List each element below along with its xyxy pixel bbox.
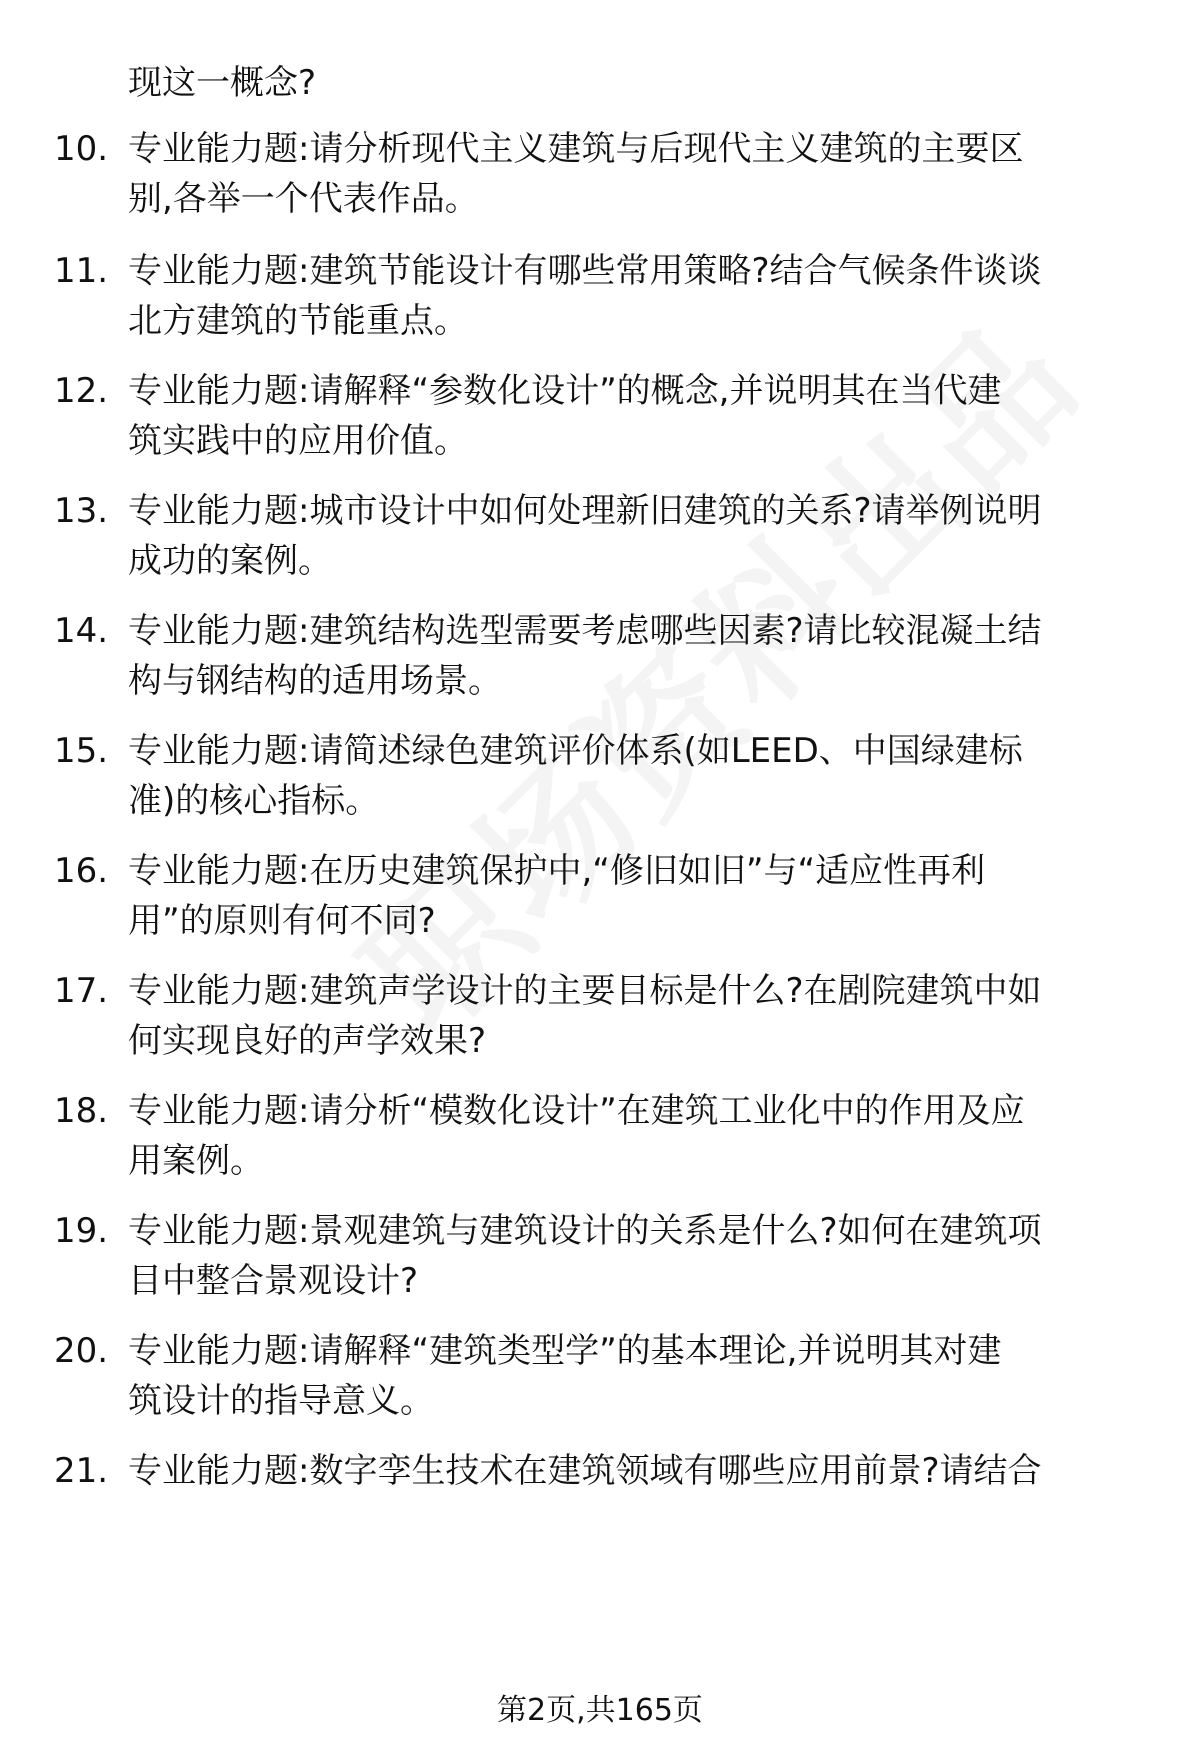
question-item xyxy=(0,366,1200,466)
question-text-line: 专业能力题:请解释“建筑类型学”的基本理论,并说明其对建 xyxy=(128,1331,1002,1371)
question-text-line: 专业能力题:请分析“模数化设计”在建筑工业化中的作用及应 xyxy=(128,1091,1025,1131)
question-text-line: 别,各举一个代表作品。 xyxy=(128,179,479,219)
question-text-line: 专业能力题:城市设计中如何处理新旧建筑的关系?请举例说明 xyxy=(128,491,1042,531)
question-number: 18. xyxy=(54,1091,109,1131)
question-text-line: 专业能力题:建筑结构选型需要考虑哪些因素?请比较混凝土结 xyxy=(128,611,1042,651)
question-text-line: 用”的原则有何不同? xyxy=(128,901,436,941)
question-number: 13. xyxy=(54,491,109,531)
question-number: 19. xyxy=(54,1211,109,1251)
question-item xyxy=(0,486,1200,586)
question-text-line: 构与钢结构的适用场景。 xyxy=(128,661,502,701)
question-number: 15. xyxy=(54,731,109,771)
question-number: 12. xyxy=(54,371,109,411)
page-number-footer: 第2页,共165页 xyxy=(497,1693,703,1728)
continued-question-text: 现这一概念? xyxy=(128,63,317,103)
question-item xyxy=(0,1446,1200,1546)
question-text-line: 目中整合景观设计? xyxy=(128,1261,419,1301)
question-text-line: 准)的核心指标。 xyxy=(128,781,380,821)
question-item xyxy=(0,1086,1200,1186)
question-text-line: 专业能力题:请简述绿色建筑评价体系(如LEED、中国绿建标 xyxy=(128,731,1023,771)
question-item xyxy=(0,246,1200,346)
question-text-line: 成功的案例。 xyxy=(128,541,332,581)
question-text-line: 专业能力题:数字孪生技术在建筑领域有哪些应用前景?请结合 xyxy=(128,1451,1042,1491)
question-number: 10. xyxy=(54,129,109,169)
question-item xyxy=(0,1206,1200,1306)
question-text-line: 专业能力题:在历史建筑保护中,“修旧如旧”与“适应性再利 xyxy=(128,851,986,891)
question-item xyxy=(0,846,1200,946)
question-item xyxy=(0,1326,1200,1426)
question-number: 21. xyxy=(54,1451,109,1491)
question-text-line: 北方建筑的节能重点。 xyxy=(128,301,468,341)
question-item xyxy=(0,124,1200,224)
question-text-line: 用案例。 xyxy=(128,1141,264,1181)
question-text-line: 专业能力题:请分析现代主义建筑与后现代主义建筑的主要区 xyxy=(128,129,1024,169)
question-text-line: 筑设计的指导意义。 xyxy=(128,1381,434,1421)
question-item xyxy=(0,606,1200,706)
question-number: 16. xyxy=(54,851,109,891)
question-text-line: 专业能力题:景观建筑与建筑设计的关系是什么?如何在建筑项 xyxy=(128,1211,1042,1251)
question-item xyxy=(0,726,1200,826)
question-number: 11. xyxy=(54,251,109,291)
question-text-line: 专业能力题:请解释“参数化设计”的概念,并说明其在当代建 xyxy=(128,371,1002,411)
question-text-line: 何实现良好的声学效果? xyxy=(128,1021,487,1061)
question-number: 17. xyxy=(54,971,109,1011)
question-item xyxy=(0,966,1200,1066)
question-text-line: 专业能力题:建筑声学设计的主要目标是什么?在剧院建筑中如 xyxy=(128,971,1042,1011)
question-number: 20. xyxy=(54,1331,109,1371)
question-number: 14. xyxy=(54,611,109,651)
question-text-line: 筑实践中的应用价值。 xyxy=(128,421,468,461)
question-text-line: 专业能力题:建筑节能设计有哪些常用策略?结合气候条件谈谈 xyxy=(128,251,1042,291)
